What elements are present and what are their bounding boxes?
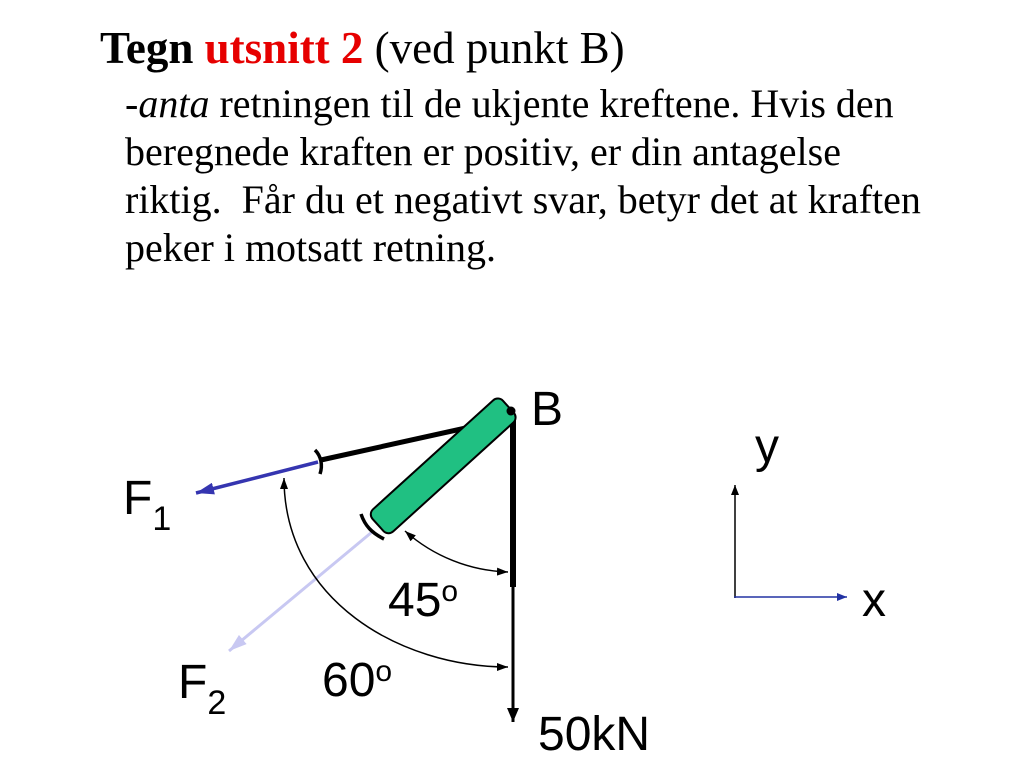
title-verb: Tegn <box>100 23 194 73</box>
angle-60-value: 60 <box>322 654 376 707</box>
title-rest: (ved punkt B) <box>374 23 625 73</box>
angle-45-degree-mark: o <box>441 575 459 608</box>
angle-60-degree-mark: o <box>375 655 393 688</box>
force-f1-symbol: F <box>123 472 153 525</box>
angle-60-label <box>322 654 392 707</box>
force-f2-arrow <box>229 532 372 651</box>
load-label: 50kN <box>538 708 651 761</box>
angle-45-label <box>388 574 458 627</box>
angle-arc-45 <box>405 531 508 572</box>
force-f2-label <box>178 656 226 722</box>
force-f2-symbol: F <box>178 656 208 709</box>
force-f2-subscript: 2 <box>207 684 227 722</box>
angle-45-value: 45 <box>388 574 442 627</box>
x-axis-label: x <box>862 574 886 627</box>
instruction-line-2: beregnede kraften er positiv, er din antagelse <box>125 129 841 174</box>
title-highlight: utsnitt 2 <box>204 23 364 73</box>
instruction-emphasis: anta <box>138 81 210 126</box>
instruction-line-1-rest: retningen til de ukjente kreftene. Hvis den <box>209 81 894 126</box>
force-f1-label <box>123 472 171 538</box>
instruction-line-4: peker i motsatt retning. <box>125 225 497 270</box>
point-b-dot <box>507 407 516 416</box>
instruction-dash: - <box>125 81 139 126</box>
point-b-label: B <box>531 383 564 436</box>
member-bar <box>368 396 519 536</box>
force-f1-subscript: 1 <box>152 500 172 538</box>
force-f1-arrow <box>196 462 318 493</box>
instruction-line-3: riktig. Får du et negativt svar, betyr det at kraften <box>125 177 921 222</box>
y-axis-label: y <box>755 420 779 473</box>
